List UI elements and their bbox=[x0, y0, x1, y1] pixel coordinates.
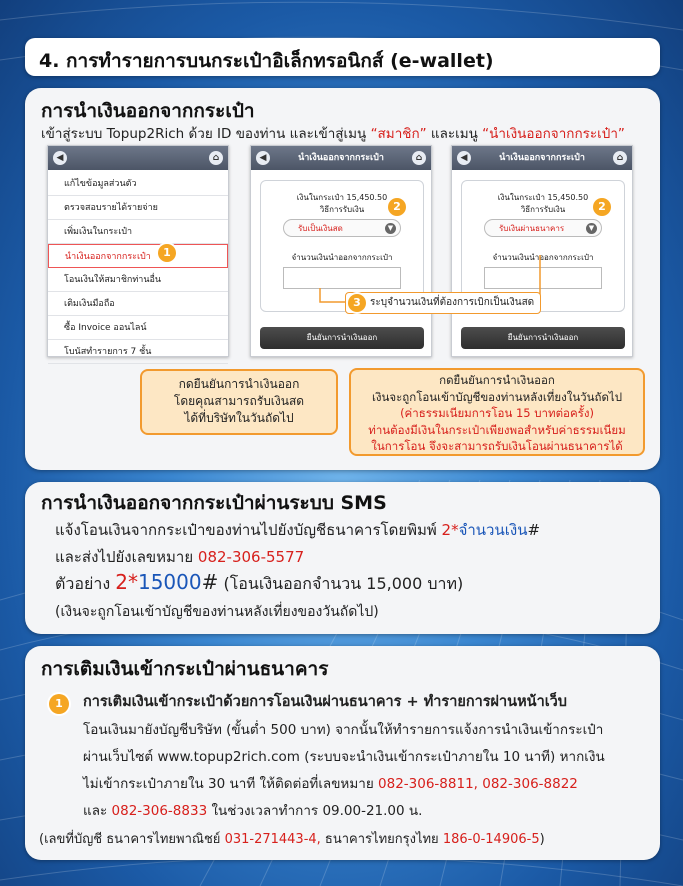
intro-member-menu: “สมาชิก” bbox=[370, 126, 427, 142]
amount-label: จำนวนเงินนำออกจากกระเป๋า bbox=[291, 253, 393, 262]
callout-bank-line1: กดยืนยันการนำเงินออก bbox=[439, 373, 555, 387]
sms-example bbox=[55, 570, 463, 597]
sms-phone: 082-306-5577 bbox=[197, 548, 305, 566]
bank-body-line4-b: ในช่วงเวลาทำการ 09.00-21.00 น. bbox=[207, 803, 423, 819]
acct-scb-number: 031-271443-4, bbox=[224, 832, 321, 847]
withdraw-heading: การนำเงินออกจากกระเป๋า bbox=[41, 100, 255, 122]
bank-body-line3-text: ไม่เข้ากระเป๋าภายใน 30 นาที ให้ติดต่อที่เลขหมาย bbox=[83, 776, 379, 792]
step-badge-1: 1 bbox=[158, 244, 176, 262]
balance-text: เงินในกระเป๋า 15,450.50 bbox=[296, 193, 388, 202]
acct-ktb-label: ธนาคารไทยกรุงไทย bbox=[320, 832, 443, 847]
callout-bank-line4: ท่านต้องมีเงินในกระเป๋าเพียงพอสำหรับค่าธรรมเนียม bbox=[368, 422, 626, 437]
sms-line1 bbox=[55, 518, 540, 542]
bank-accounts bbox=[39, 828, 545, 849]
intro-text-a: เข้าสู่ระบบ Topup2Rich ด้วย ID ของท่าน และเข้าสู่เมนู bbox=[41, 126, 371, 142]
callout-cash-line1: กดยืนยันการนำเงินออก bbox=[178, 377, 300, 391]
bank-step-title: การเติมเงินเข้ากระเป๋าด้วยการโอนเงินผ่านธนาคาร + ทำรายการผ่านหน้าเว็บ bbox=[83, 694, 568, 710]
bank-topup-panel bbox=[25, 646, 660, 860]
screen-title: นำเงินออกจากกระเป๋า bbox=[499, 153, 585, 163]
intro-withdraw-menu: “นำเงินออกจากกระเป๋า” bbox=[482, 126, 625, 142]
callout-bank bbox=[349, 368, 645, 456]
sms-note: (เงินจะถูกโอนเข้าบัญชีของท่านหลังเที่ยงของวันถัดไป) bbox=[55, 604, 379, 620]
sms-line2-text: และส่งไปยังเลขหมาย bbox=[55, 548, 198, 566]
sms-example-amount: 15000 bbox=[137, 570, 202, 594]
intro-text-b: และเมนู bbox=[426, 126, 483, 142]
back-icon[interactable]: ◀ bbox=[256, 151, 270, 165]
bank-body-line4 bbox=[83, 799, 422, 821]
acct-scb-label: (เลขที่บัญชี ธนาคารไทยพาณิชย์ bbox=[39, 832, 225, 847]
page-title: 4. การทำรายการบนกระเป๋าอิเล็กทรอนิกส์ (e-wallet) bbox=[25, 38, 660, 76]
bank-body-line2: ผ่านเว็บไซต์ www.topup2rich.com (ระบบจะนำเงินเข้ากระเป๋าภายใน 10 นาที) หากเงิน bbox=[83, 749, 605, 765]
step-badge-2: 2 bbox=[388, 198, 406, 216]
sms-hash: # bbox=[527, 521, 541, 539]
step-badge-3: 3 bbox=[348, 294, 366, 312]
amount-label: จำนวนเงินนำออกจากกระเป๋า bbox=[492, 253, 594, 262]
back-icon[interactable]: ◀ bbox=[457, 151, 471, 165]
bank-body-line4-a: และ bbox=[83, 803, 112, 819]
callout-bank-line5: ในการโอน จึงจะสามารถรับเงินโอนผ่านธนาคารได้ bbox=[371, 439, 623, 453]
menu-item-edit-profile[interactable]: แก้ไขข้อมูลส่วนตัว bbox=[48, 172, 228, 196]
confirm-withdraw-button[interactable]: ยืนยันการนำเงินออก bbox=[461, 327, 625, 349]
home-icon[interactable]: ⌂ bbox=[613, 151, 627, 165]
step3-note-text: ระบุจำนวนเงินที่ต้องการเบิกเป็นเงินสด bbox=[370, 297, 535, 308]
back-icon[interactable]: ◀ bbox=[53, 151, 67, 165]
sms-code: 2* bbox=[441, 521, 459, 539]
bank-contact-phone3: 082-306-8833 bbox=[111, 803, 208, 819]
callout-cash-line3: ได้ที่บริษัทในวันถัดไป bbox=[184, 411, 294, 425]
balance-text: เงินในกระเป๋า 15,450.50 bbox=[497, 193, 589, 202]
callout-cash-line2: โดยคุณสามารถรับเงินสด bbox=[173, 394, 305, 408]
home-icon[interactable]: ⌂ bbox=[412, 151, 426, 165]
bank-body-line1: โอนเงินมายังบัญชีบริษัท (ขั้นต่ำ 500 บาท) จากนั้นให้ทำรายการแจ้งการนำเงินเข้ากระเป๋า bbox=[83, 722, 604, 738]
menu-item-transfer-member[interactable]: โอนเงินให้สมาชิกท่านอื่น bbox=[48, 268, 228, 292]
chevron-down-icon: ▼ bbox=[586, 223, 597, 234]
menu-item-bonus[interactable]: โบนัสทำรายการ 7 ชั้น bbox=[48, 340, 228, 364]
sms-example-label: ตัวอย่าง bbox=[55, 574, 116, 593]
chevron-down-icon: ▼ bbox=[385, 223, 396, 234]
menu-item-withdraw-label: นำเงินออกจากกระเป๋า bbox=[65, 252, 151, 262]
sms-example-hash: # bbox=[201, 570, 219, 594]
sms-panel bbox=[25, 482, 660, 634]
confirm-withdraw-button[interactable]: ยืนยันการนำเงินออก bbox=[260, 327, 424, 349]
method-label: วิธีการรับเงิน bbox=[520, 205, 566, 214]
method-label: วิธีการรับเงิน bbox=[319, 205, 365, 214]
menu-item-income-expense[interactable]: ตรวจสอบรายได้รายจ่าย bbox=[48, 196, 228, 220]
home-icon[interactable]: ⌂ bbox=[209, 151, 223, 165]
method-select-value: รับเป็นเงินสด bbox=[298, 224, 343, 233]
menu-item-add-money[interactable]: เพิ่มเงินในกระเป๋า bbox=[48, 220, 228, 244]
sms-amount-word: จำนวนเงิน bbox=[458, 521, 528, 539]
bank-contact-phones: 082-306-8811, 082-306-8822 bbox=[378, 776, 578, 792]
callout-cash bbox=[140, 369, 338, 435]
sms-line2 bbox=[55, 545, 304, 569]
step-badge-bank-1: 1 bbox=[49, 694, 69, 714]
menu-item-buy-invoice[interactable]: ซื้อ Invoice ออนไลน์ bbox=[48, 316, 228, 340]
bank-topup-heading: การเติมเงินเข้ากระเป๋าผ่านธนาคาร bbox=[41, 658, 329, 680]
acct-close-paren: ) bbox=[539, 832, 545, 847]
bank-body-line3 bbox=[83, 772, 578, 794]
step-badge-2b: 2 bbox=[593, 198, 611, 216]
callout-bank-fee: (ค่าธรรมเนียมการโอน 15 บาทต่อครั้ง) bbox=[400, 406, 594, 420]
callout-bank-line2: เงินจะถูกโอนเข้าบัญชีของท่านหลังเที่ยงในวันถัดไป bbox=[371, 389, 623, 404]
method-select-value: รับเงินผ่านธนาคาร bbox=[499, 224, 565, 233]
sms-example-desc: (โอนเงินออกจำนวน 15,000 บาท) bbox=[218, 574, 464, 593]
acct-ktb-number: 186-0-14906-5 bbox=[442, 832, 540, 847]
sms-example-code: 2* bbox=[115, 570, 138, 594]
sms-line1-text: แจ้งโอนเงินจากกระเป๋าของท่านไปยังบัญชีธนาคารโดยพิมพ์ bbox=[55, 521, 442, 539]
step3-note bbox=[345, 292, 541, 314]
menu-item-topup-mobile[interactable]: เติมเงินมือถือ bbox=[48, 292, 228, 316]
sms-heading: การนำเงินออกจากกระเป๋าผ่านระบบ SMS bbox=[41, 492, 387, 514]
screen-title: นำเงินออกจากกระเป๋า bbox=[298, 153, 384, 163]
